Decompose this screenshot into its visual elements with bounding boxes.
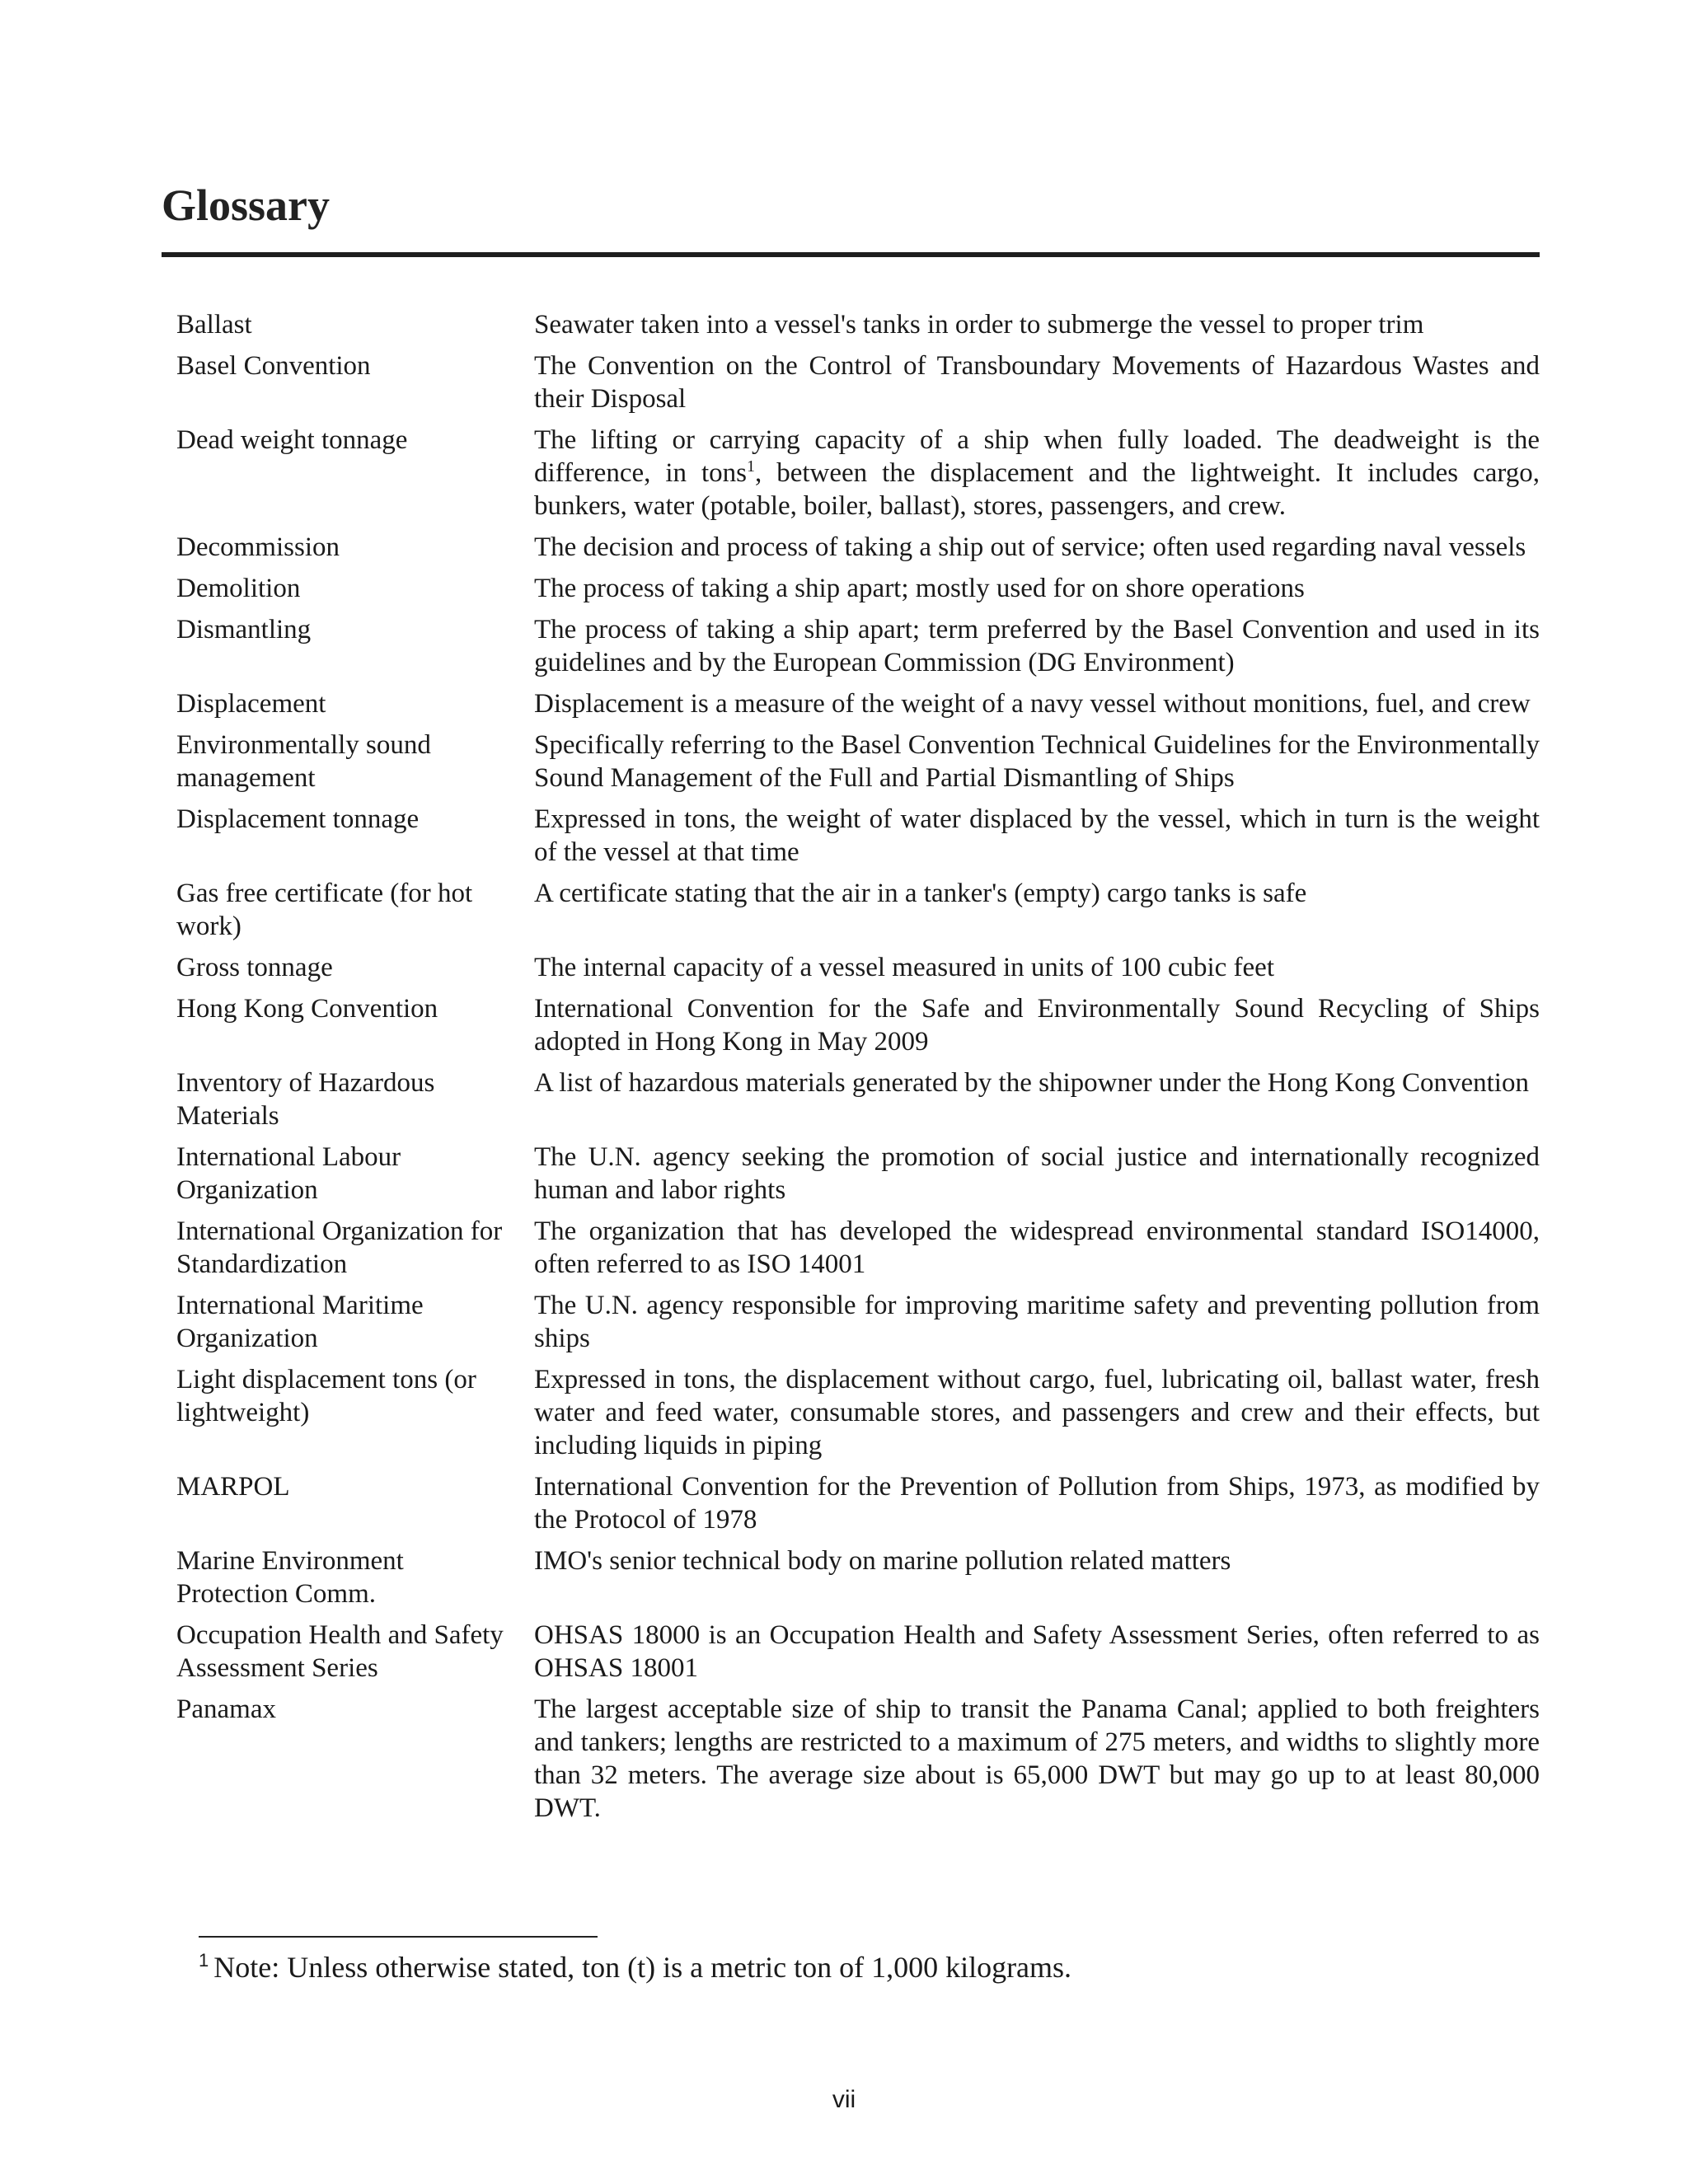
glossary-term: Gross tonnage <box>176 953 333 982</box>
footnote <box>199 1947 1071 1987</box>
glossary-term: Occupation Health and Safety Assessment Series <box>176 1620 504 1683</box>
footnote-reference: 1 <box>747 457 756 476</box>
glossary-definition: The U.N. agency seeking the promotion of social justice and internationally recognized human and labor rights <box>534 1142 1540 1205</box>
definition-part: The lifting or carrying capacity of a ship when fully loaded. The deadweight is the difference, in tons <box>534 425 1540 488</box>
footnote-text: Note: Unless otherwise stated, ton (t) is a metric ton of 1,000 kilograms. <box>213 1951 1072 1984</box>
glossary-definition: International Convention for the Prevention of Pollution from Ships, 1973, as modified by the Protocol of 1978 <box>534 1472 1540 1535</box>
glossary-term: Basel Convention <box>176 351 371 381</box>
glossary-entry-marine-environment-protection-comm <box>176 1544 1540 1610</box>
glossary-entry-gas-free-certificate <box>176 877 1540 943</box>
glossary-term: Gas free certificate (for hot work) <box>176 879 473 941</box>
glossary-entry-international-labour-organization <box>176 1141 1540 1207</box>
glossary-entry-displacement <box>176 687 1540 720</box>
glossary-term: International Labour Organization <box>176 1142 401 1205</box>
glossary-definition: Specifically referring to the Basel Convention Technical Guidelines for the Environmentally Sound Management of the Full and Partial Dismantling of Ships <box>534 730 1540 793</box>
glossary-term: Displacement <box>176 689 326 719</box>
glossary-term: Hong Kong Convention <box>176 994 438 1024</box>
glossary-entry-gross-tonnage <box>176 951 1540 984</box>
glossary-entry-panamax <box>176 1693 1540 1825</box>
glossary-definition: The process of taking a ship apart; term preferred by the Basel Convention and used in its guidelines and by the European Commission (DG Environment) <box>534 615 1540 677</box>
glossary-definition: International Convention for the Safe and Environmentally Sound Recycling of Ships adopted in Hong Kong in May 2009 <box>534 994 1540 1057</box>
glossary-definition: A certificate stating that the air in a tanker's (empty) cargo tanks is safe <box>534 879 1307 908</box>
glossary-term: Demolition <box>176 574 301 603</box>
glossary-entry-ballast <box>176 308 1540 341</box>
glossary-term: Ballast <box>176 310 252 340</box>
glossary-entry-displacement-tonnage <box>176 803 1540 869</box>
glossary-term: Panamax <box>176 1694 276 1724</box>
glossary-entry-occupation-health-and-safety <box>176 1619 1540 1685</box>
glossary-entry-demolition <box>176 572 1540 605</box>
glossary-entry-hong-kong-convention <box>176 992 1540 1058</box>
glossary-list <box>176 308 1540 1833</box>
glossary-definition: The Convention on the Control of Transboundary Movements of Hazardous Wastes and their Disposal <box>534 351 1540 414</box>
glossary-definition: Expressed in tons, the displacement without cargo, fuel, lubricating oil, ballast water, fresh water and feed water, consumable stores, and passengers and crew and their effects, but including liquids in piping <box>534 1365 1540 1460</box>
footnote-divider <box>199 1936 598 1938</box>
footnote-marker: 1 <box>199 1950 209 1971</box>
glossary-definition: Expressed in tons, the weight of water displaced by the vessel, which in turn is the weight of the vessel at that time <box>534 804 1540 867</box>
title-divider <box>162 252 1540 257</box>
glossary-definition: A list of hazardous materials generated by the shipowner under the Hong Kong Convention <box>534 1068 1529 1098</box>
glossary-entry-dead-weight-tonnage <box>176 424 1540 523</box>
glossary-term: International Organization for Standardization <box>176 1216 503 1279</box>
glossary-entry-environmentally-sound-management <box>176 729 1540 794</box>
glossary-definition: IMO's senior technical body on marine pollution related matters <box>534 1546 1231 1576</box>
glossary-entry-light-displacement-tons <box>176 1363 1540 1462</box>
glossary-entry-international-maritime-organization <box>176 1289 1540 1355</box>
glossary-definition: The decision and process of taking a ship out of service; often used regarding naval vessels <box>534 532 1526 562</box>
glossary-definition: OHSAS 18000 is an Occupation Health and Safety Assessment Series, often referred to as OHSAS 18001 <box>534 1620 1540 1683</box>
glossary-term: Decommission <box>176 532 340 562</box>
page-number: vii <box>832 2086 856 2113</box>
glossary-definition <box>534 424 1540 523</box>
glossary-definition: The largest acceptable size of ship to transit the Panama Canal; applied to both freighters and tankers; lengths are restricted to a maximum of 275 meters, and widths to slightly more than 32 meters. The average size about is 65,000 DWT but may go up to at least 80,000 DWT. <box>534 1694 1540 1823</box>
glossary-term: Displacement tonnage <box>176 804 420 834</box>
glossary-entry-international-organization-for-standardization <box>176 1215 1540 1281</box>
glossary-entry-decommission <box>176 531 1540 564</box>
glossary-term: MARPOL <box>176 1472 290 1502</box>
glossary-term: Dismantling <box>176 615 312 644</box>
glossary-definition: The process of taking a ship apart; mostly used for on shore operations <box>534 574 1305 603</box>
glossary-entry-marpol <box>176 1470 1540 1536</box>
glossary-entry-dismantling <box>176 613 1540 679</box>
glossary-term: International Maritime Organization <box>176 1291 424 1353</box>
definition-part: , between the displacement and the lightweight. It includes cargo, bunkers, water (potable, boiler, ballast), stores, passengers, and crew. <box>534 458 1540 521</box>
page-title: Glossary <box>162 180 331 230</box>
glossary-term: Light displacement tons (or lightweight) <box>176 1365 476 1427</box>
glossary-definition: The U.N. agency responsible for improving maritime safety and preventing pollution from ships <box>534 1291 1540 1353</box>
glossary-entry-inventory-of-hazardous-materials <box>176 1066 1540 1132</box>
glossary-definition: The internal capacity of a vessel measured in units of 100 cubic feet <box>534 953 1274 982</box>
glossary-entry-basel-convention <box>176 349 1540 415</box>
glossary-term: Marine Environment Protection Comm. <box>176 1546 404 1609</box>
glossary-term: Inventory of Hazardous Materials <box>176 1068 435 1131</box>
glossary-definition: Displacement is a measure of the weight of a navy vessel without monitions, fuel, and crew <box>534 689 1531 719</box>
glossary-term: Dead weight tonnage <box>176 425 408 455</box>
glossary-definition: Seawater taken into a vessel's tanks in order to submerge the vessel to proper trim <box>534 310 1424 340</box>
glossary-term: Environmentally sound management <box>176 730 431 793</box>
glossary-definition: The organization that has developed the widespread environmental standard ISO14000, often referred to as ISO 14001 <box>534 1216 1540 1279</box>
